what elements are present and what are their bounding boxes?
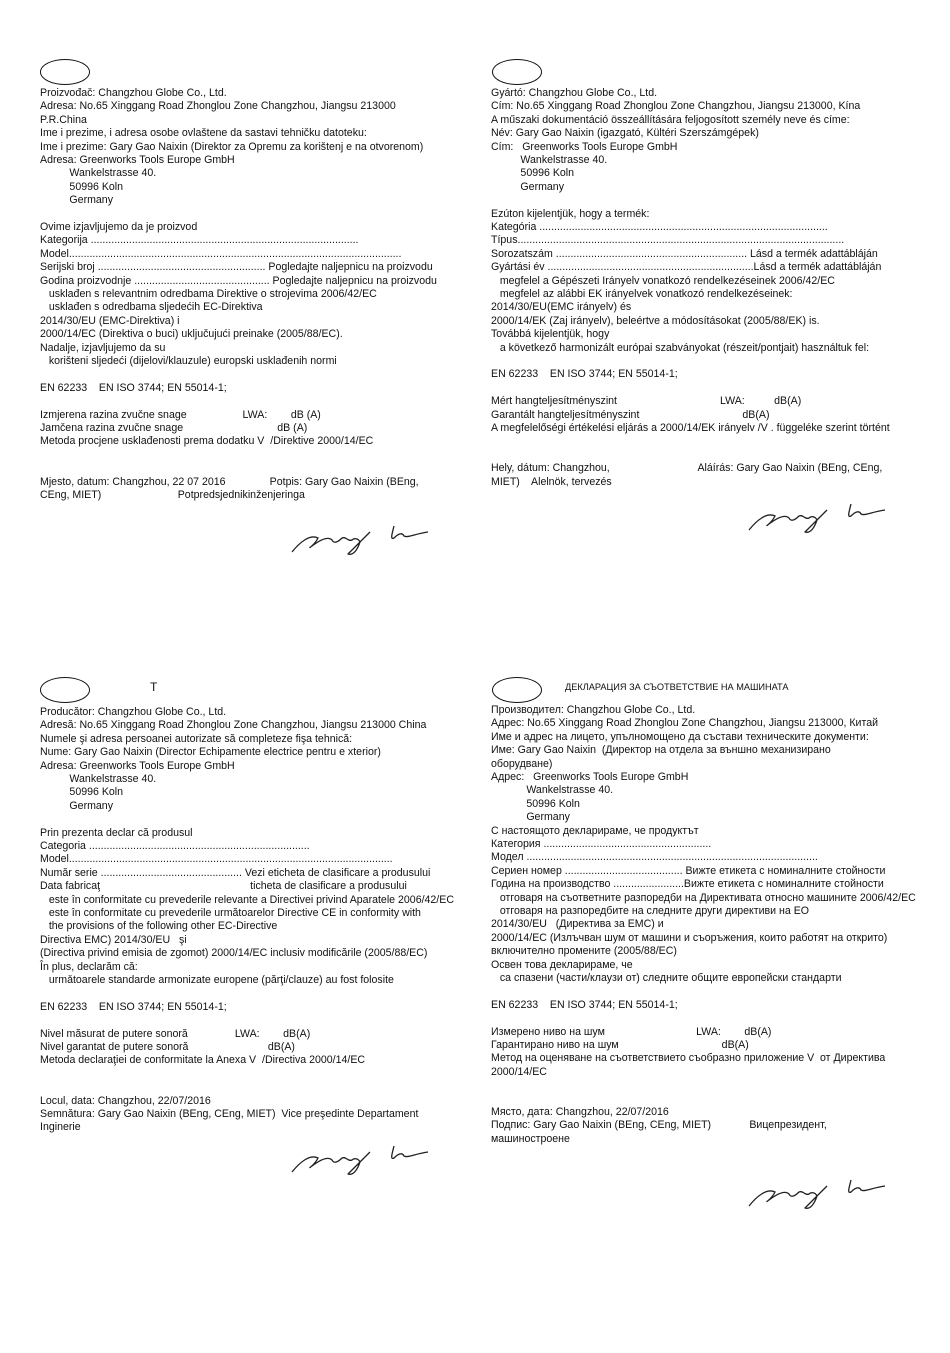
text-line: Producător: Changzhou Globe Co., Ltd. (40, 706, 227, 718)
text-line: 50996 Koln (40, 180, 124, 193)
text-line: a következő harmonizált európai szabványokat (részeit/pontjait) használtuk fel: (491, 341, 870, 354)
text-line: Mjesto, datum: Changzhou, 22 07 2016 Potpis: Gary Gao Naixin (BEng, (40, 475, 419, 488)
text-line: оборудване) (491, 757, 553, 770)
text-line: Germany (491, 180, 564, 193)
text-line: Germany (40, 194, 113, 207)
text-line: Mért hangteljesítményszint LWA: dB(A) (491, 395, 802, 408)
text-line: 2014/30/EU (Директива за EMC) и (491, 918, 664, 931)
text-line: 50996 Koln (491, 797, 580, 810)
text-line: Izmjerena razina zvučne snage LWA: dB (A) (40, 408, 321, 421)
text-line: Nivel măsurat de putere sonoră LWA: dB(A) (40, 1027, 311, 1040)
text-line: Гарантирано ниво на шум dB(A) (491, 1039, 749, 1051)
text-line: Proizvođač: Changzhou Globe Co., Ltd. (40, 87, 227, 99)
text-line: usklađen s relevantnim odredbama Direktive o strojevima 2006/42/EC (40, 288, 377, 300)
text-line: EN 62233 EN ISO 3744; EN 55014-1; (40, 381, 227, 394)
text-line: отговаря на съответните разпоредби на Директивата относно машините 2006/42/EC (491, 891, 916, 904)
text-line: korišteni sljedeći (dijelovi/klauzule) europski usklađenih normi (40, 355, 337, 367)
text-line: Място, дата: Changzhou, 22/07/2016 (491, 1106, 669, 1118)
text-line: Prin prezenta declar că produsul (40, 826, 193, 839)
text-line: Továbbá kijelentjük, hogy (491, 328, 610, 341)
text-line: С настоящото декларираме, че продуктът (491, 824, 699, 837)
text-line: megfelel a Gépészeti Irányelv vonatkozó rendelkezéseinek 2006/42/EC (491, 274, 835, 287)
text-line: Gyártó: Changzhou Globe Co., Ltd. (491, 87, 658, 99)
text-line: P.R.China (40, 113, 87, 126)
text-line: Hely, dátum: Changzhou, Aláírás: Gary Gao Naixin (BEng, CEng, (491, 462, 883, 475)
text-line: urmǎtoarele standarde armonizate europene (părţi/clauze) au fost folosite (40, 974, 394, 986)
text-line: Производител: Changzhou Globe Co., Ltd. (491, 704, 696, 716)
text-line: Semnătura: Gary Gao Naixin (BEng, CEng, MIET) Vice preşedinte Departament (40, 1108, 419, 1120)
text-line: 2000/14/EC (Излъчван шум от машини и съоръжения, които работят на открито) (491, 931, 888, 944)
text-line: EN 62233 EN ISO 3744; EN 55014-1; (491, 368, 678, 381)
text-line: megfelel az alábbi EK irányelvek vonatkozó rendelkezéseinek: (491, 288, 793, 300)
text-line: Godina proizvodnje .............................................. Pogledajte naljepnicu na proizvodu (40, 274, 437, 287)
text-line: Număr serie ................................................ Vezi eticheta de clasificare a produsului (40, 866, 431, 879)
text-line: usklađen s odredbama sljedećih EC-Direktiva (40, 301, 263, 314)
text-line: Metoda procjene usklađenosti prema dodatku V /Direktive 2000/14/EC (40, 435, 374, 448)
text-line: Ezúton kijelentjük, hogy a termék: (491, 207, 650, 220)
text-line: 2014/30/EU (EMC-Direktiva) i (40, 314, 180, 327)
text-line: Típus............................................................................................................... (491, 234, 845, 247)
text-line: EN 62233 EN ISO 3744; EN 55014-1; (40, 1000, 227, 1013)
text-line: În plus, declarăm că: (40, 960, 138, 973)
text-line: Név: Gary Gao Naixin (igazgató, Kültéri Szerszámgépek) (491, 127, 759, 140)
text-line: Сериен номер ........................................ Вижте етикета с номиналните стойности (491, 864, 886, 877)
text-line: Locul, data: Changzhou, 22/07/2016 (40, 1094, 211, 1107)
text-line: Categoria ........................................................................... (40, 840, 310, 852)
text-line: A megfelelőségi értékelési eljárás a 2000/14/EK irányelv /V . függeléke szerint történt (491, 422, 890, 434)
text-line: машиностроене (491, 1132, 570, 1145)
text-line: Gyártási év ......................................................................Lásd a termék adattábláján (491, 261, 882, 274)
text-line: (Directiva privind emisia de zgomot) 2000/14/EC inclusiv modificările (2005/88/EC) (40, 947, 428, 960)
text-line: Model................................................................................................................. (40, 247, 402, 260)
text-line: Cím: No.65 Xinggang Road Zhonglou Zone Changzhou, Jiangsu 213000, Kína (491, 100, 861, 113)
text-line: Модел ................................................................................................... (491, 851, 818, 864)
text-line: отговаря на разпоредбите на следните други директиви на ЕО (491, 905, 810, 917)
text-line: Адрес: No.65 Xinggang Road Zhonglou Zone Changzhou, Jiangsu 213000, Китай (491, 717, 879, 730)
text-line: Адрес: Greenworks Tools Europe GmbH (491, 771, 689, 783)
text-line: Inginerie (40, 1121, 81, 1134)
text-line: Cím: Greenworks Tools Europe GmbH (491, 140, 678, 153)
text-line: 50996 Koln (40, 786, 124, 799)
text-line: este în conformitate cu prevederile următoarelor Directive CE in conformity with (40, 907, 421, 919)
text-line: са спазени (части/клаузи от) следните общите европейски стандарти (491, 972, 842, 984)
text-line: Kategorija ........................................................................................... (40, 234, 359, 247)
text-line: EN 62233 EN ISO 3744; EN 55014-1; (491, 998, 678, 1011)
text-line: Категория ......................................................... (491, 838, 712, 850)
text-line: 2000/14/EC (491, 1065, 547, 1078)
text-line: este în conformitate cu prevederile relevante a Directivei privind Aparatele 2006/42/EC (40, 893, 454, 906)
signature-image (740, 1170, 900, 1212)
text-line: Подпис: Gary Gao Naixin (BEng, CEng, MIET) Вицепрезидент, (491, 1119, 827, 1132)
text-line: CEng, MIET) Potpredsjednikinženjeringa (40, 489, 305, 501)
letter-mark: T (150, 680, 158, 694)
text-line: Ime i prezime, i adresa osobe ovlaštene da sastavi tehničku datoteku: (40, 127, 367, 140)
text-line: Adresa: Greenworks Tools Europe GmbH (40, 154, 235, 166)
text-line: Germany (491, 811, 570, 824)
signature-image (288, 516, 438, 558)
text-line: Numele şi adresa persoanei autorizate să completeze fişa tehnică: (40, 732, 353, 745)
text-line: Wankelstrasse 40. (40, 773, 157, 785)
text-line: the provisions of the following other EC-Directive (40, 920, 278, 933)
text-line: Nivel garantat de putere sonoră dB(A) (40, 1041, 295, 1053)
text-line: Име и адрес на лицето, упълномощено да състави техническите документи: (491, 730, 869, 743)
text-line: A műszaki dokumentáció összeállítására feljogosított személy neve és címe: (491, 113, 850, 126)
text-line: Serijski broj ......................................................... Pogledajte naljepnicu na proizvodu (40, 261, 433, 274)
text-line: Directiva EMC) 2014/30/EU şi (40, 933, 187, 946)
text-line: Metoda declaraţiei de conformitate la Anexa V /Directiva 2000/14/EC (40, 1054, 366, 1067)
text-line: Измерено ниво на шум LWA: dB(A) (491, 1025, 772, 1038)
text-line: Adresa: No.65 Xinggang Road Zhonglou Zone Changzhou, Jiangsu 213000 (40, 100, 396, 113)
text-line: Ovime izjavljujemo da je proizvod (40, 221, 198, 233)
signature-image (740, 494, 900, 536)
text-line: Adresă: No.65 Xinggang Road Zhonglou Zone Changzhou, Jiangsu 213000 China (40, 719, 427, 732)
text-line: Nadalje, izjavljujemo da su (40, 341, 166, 354)
text-line: Adresa: Greenworks Tools Europe GmbH (40, 759, 235, 772)
text-line: Kategória .................................................................................................. (491, 221, 828, 233)
declaration-heading: ДЕКЛАРАЦИЯ ЗА СЪОТВЕТСТВИЕ НА МАШИНАТА (565, 682, 789, 692)
text-line: Nume: Gary Gao Naixin (Director Echipamente electrice pentru e xterior) (40, 746, 381, 759)
text-line: включително промените (2005/88/EC) (491, 945, 677, 958)
text-line: Година на производство ........................Вижте етикета с номиналните стойности (491, 878, 884, 891)
text-line: 2014/30/EU(EMC irányelv) és (491, 301, 632, 314)
signature-image (288, 1136, 438, 1178)
text-line: Wankelstrasse 40. (40, 167, 157, 180)
text-line: Garantált hangteljesítményszint dB(A) (491, 408, 770, 421)
text-line: Име: Gary Gao Naixin (Директор на отдела за външно механизирано (491, 744, 831, 757)
text-line: Ime i prezime: Gary Gao Naixin (Direktor za Opremu za korištenj e na otvorenom) (40, 140, 424, 153)
text-line: 2000/14/EC (Direktiva o buci) uključujući preinake (2005/88/EC). (40, 328, 343, 341)
text-line: Wankelstrasse 40. (491, 784, 614, 797)
text-line: Model.............................................................................................................. (40, 853, 393, 866)
text-line: Sorozatszám ................................................................. Lásd a termék adattábláján (491, 247, 878, 260)
text-line: 2000/14/EK (Zaj irányelv), beleértve a módosításokat (2005/88/EK) is. (491, 314, 820, 327)
oval-stamp-mark (40, 677, 90, 703)
oval-stamp-mark (492, 677, 542, 703)
oval-stamp-mark (40, 59, 90, 85)
text-line: Wankelstrasse 40. (491, 154, 608, 166)
text-line: Data fabricaţ ticheta de clasificare a produsului (40, 880, 407, 893)
text-line: Jamčena razina zvučne snage dB (A) (40, 422, 308, 434)
text-line: 50996 Koln (491, 167, 575, 180)
text-line: Germany (40, 799, 113, 812)
text-line: Метод на оценяване на съответствието съобразно приложение V от Директива (491, 1052, 886, 1065)
oval-stamp-mark (492, 59, 542, 85)
text-line: MIET) Alelnök, tervezés (491, 475, 612, 488)
text-line: Освен това декларираме, че (491, 958, 633, 971)
